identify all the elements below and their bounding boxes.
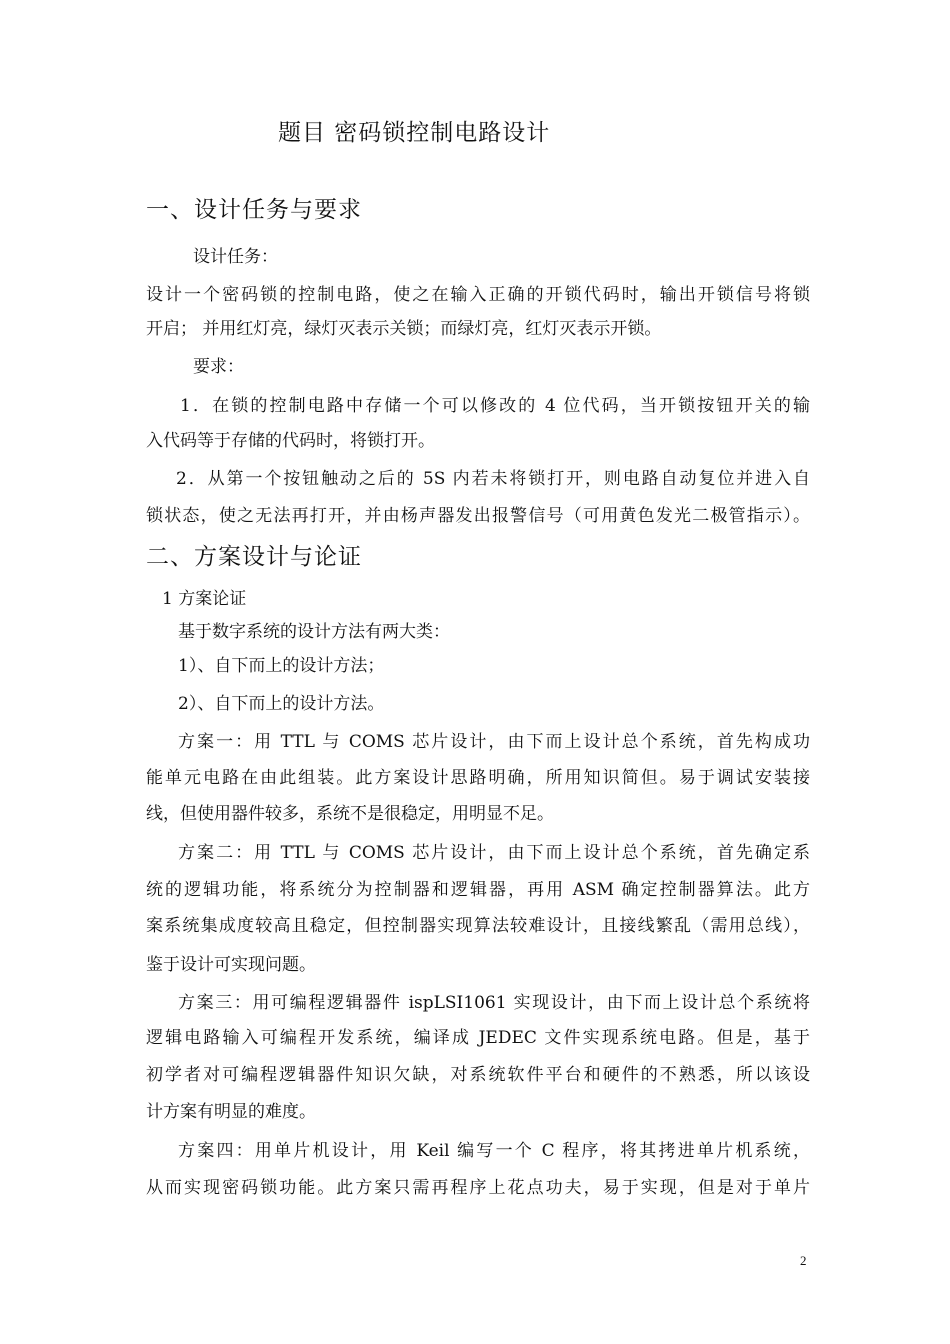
requirement-1-line-1: 1．在锁的控制电路中存储一个可以修改的 4 位代码，当开锁按钮开关的输 (180, 396, 810, 416)
plan-3-line-2: 逻辑电路输入可编程开发系统，编译成 JEDEC 文件实现系统电路。但是，基于 (146, 1028, 810, 1048)
section-heading-2: 二、方案设计与论证 (146, 544, 362, 570)
page-title: 题目 密码锁控制电路设计 (278, 120, 551, 146)
plan-4-line-2: 从而实现密码锁功能。此方案只需再程序上花点功夫，易于实现，但是对于单片 (146, 1178, 810, 1198)
plan-2-line-1: 方案二：用 TTL 与 COMS 芯片设计，由下而上设计总个系统，首先确定系 (178, 843, 810, 863)
requirements-label: 要求： (193, 357, 244, 377)
plan-3-line-3: 初学者对可编程逻辑器件知识欠缺，对系统软件平台和硬件的不熟悉，所以该设 (146, 1065, 810, 1085)
method-2: 2）、自下而上的设计方法。 (178, 694, 385, 714)
subsection-heading: 1 方案论证 (162, 589, 247, 609)
plan-2-line-3: 案系统集成度较高且稳定，但控制器实现算法较难设计，且接线繁乱（需用总线）， (146, 916, 810, 936)
requirement-1-line-2: 入代码等于存储的代码时，将锁打开。 (146, 431, 435, 451)
page-number: 2 (800, 1253, 807, 1268)
plan-2-line-2: 统的逻辑功能，将系统分为控制器和逻辑器，再用 ASM 确定控制器算法。此方 (146, 880, 810, 900)
method-1: 1）、自下而上的设计方法； (178, 656, 385, 676)
methods-intro: 基于数字系统的设计方法有两大类： (178, 622, 450, 642)
task-line-1: 设计一个密码锁的控制电路，使之在输入正确的开锁代码时，输出开锁信号将锁 (146, 285, 810, 305)
plan-3-line-1: 方案三：用可编程逻辑器件 ispLSI1061 实现设计，由下而上设计总个系统将 (178, 993, 810, 1013)
section-heading-1: 一、设计任务与要求 (146, 197, 362, 223)
requirement-2-line-1: 2．从第一个按钮触动之后的 5S 内若未将锁打开，则电路自动复位并进入自 (176, 469, 810, 489)
task-line-2: 开启； 并用红灯亮，绿灯灭表示关锁；而绿灯亮，红灯灭表示开锁。 (146, 319, 662, 339)
plan-3-line-4: 计方案有明显的难度。 (146, 1102, 316, 1122)
plan-1-line-1: 方案一：用 TTL 与 COMS 芯片设计，由下而上设计总个系统，首先构成功 (178, 732, 810, 752)
plan-1-line-2: 能单元电路在由此组装。此方案设计思路明确，所用知识简但。易于调试安装接 (146, 768, 810, 788)
plan-2-line-4: 鉴于设计可实现问题。 (146, 955, 316, 975)
plan-1-line-3: 线，但使用器件较多，系统不是很稳定，用明显不足。 (146, 804, 554, 824)
requirement-2-line-2: 锁状态，使之无法再打开，并由杨声器发出报警信号（可用黄色发光二极管指示）。 (146, 506, 810, 526)
task-label: 设计任务： (193, 247, 278, 267)
plan-4-line-1: 方案四：用单片机设计，用 Keil 编写一个 C 程序，将其拷进单片机系统， (178, 1141, 810, 1161)
